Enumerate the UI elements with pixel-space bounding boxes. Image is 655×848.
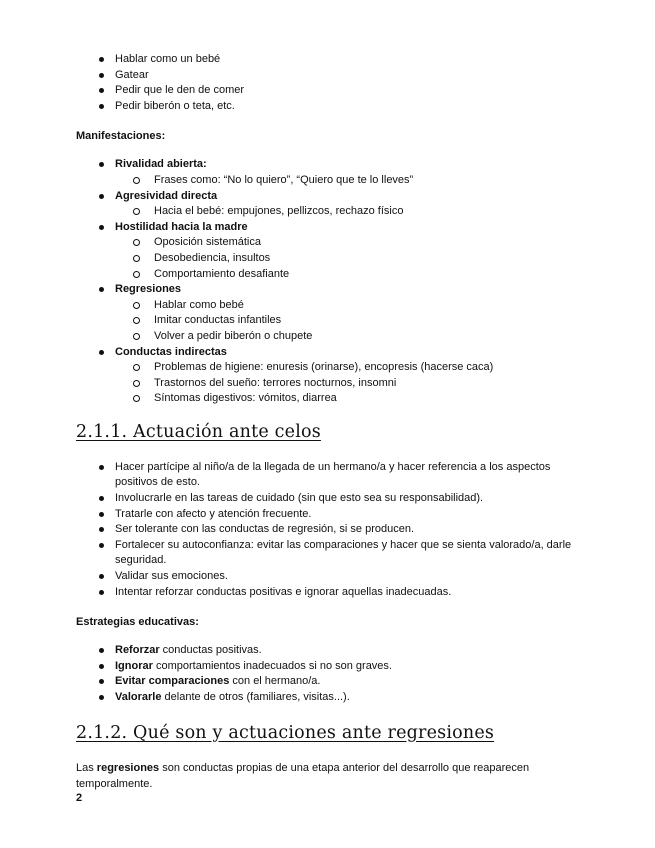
list-item — [76, 643, 596, 659]
list-item: Hablar como un bebé — [76, 52, 596, 68]
list-item: Fortalecer su autoconfianza: evitar las comparaciones y hacer que se sienta valorado/a, darle seguridad. — [76, 538, 596, 569]
sub-list — [115, 173, 596, 189]
list-item: Ser tolerante con las conductas de regresión, si se producen. — [76, 522, 596, 538]
item-bold: Evitar comparaciones — [115, 675, 230, 688]
estrategias-list — [76, 643, 596, 705]
sub-item: Síntomas digestivos: vómitos, diarrea — [115, 391, 596, 407]
page-number: 2 — [76, 791, 83, 804]
item-text: delante de otros (familiares, visitas...). — [161, 691, 350, 703]
sub-item: Frases como: “No lo quiero”, “Quiero que te lo lleves” — [115, 173, 596, 189]
item-text: comportamientos inadecuados si no son graves. — [152, 659, 392, 672]
sub-list — [115, 360, 596, 407]
section-heading-actuacion-celos: 2.1.1. Actuación ante celos — [76, 421, 321, 442]
item-title: Conductas indirectas — [115, 345, 227, 358]
list-item: Gatear — [76, 68, 596, 84]
list-item — [76, 345, 596, 407]
sub-item: Comportamiento desafiante — [115, 267, 596, 283]
regresiones-paragraph — [76, 760, 596, 792]
item-bold: Reforzar — [115, 644, 160, 657]
sub-item: Oposición sistemática — [115, 235, 596, 251]
sub-list — [115, 298, 596, 345]
sub-item: Desobediencia, insultos — [115, 251, 596, 267]
item-title: Rivalidad abierta: — [115, 158, 207, 171]
list-item — [76, 674, 596, 690]
actuacion-celos-list — [76, 460, 596, 600]
para-text: son conductas propias de una etapa anterior del desarrollo que reaparecen temporalmente. — [76, 761, 530, 790]
list-item: Validar sus emociones. — [76, 569, 596, 585]
list-item — [76, 282, 596, 344]
sub-list — [115, 235, 596, 282]
list-item: Involucrarle en las tareas de cuidado (sin que esto sea su responsabilidad). — [76, 491, 596, 507]
list-item — [76, 659, 596, 675]
document-page — [76, 52, 596, 804]
list-item: Pedir que le den de comer — [76, 83, 596, 99]
section-heading-regresiones: 2.1.2. Qué son y actuaciones ante regresiones — [76, 722, 495, 743]
item-title: Agresividad directa — [115, 189, 218, 202]
manifestaciones-list — [76, 157, 596, 407]
sub-item: Imitar conductas infantiles — [115, 313, 596, 329]
item-bold: Ignorar — [115, 659, 153, 672]
list-item: Pedir biberón o teta, etc. — [76, 99, 596, 115]
list-item — [76, 220, 596, 282]
para-text: Las — [76, 761, 97, 774]
list-item: Tratarle con afecto y atención frecuente. — [76, 507, 596, 523]
manifestaciones-label: Manifestaciones: — [76, 130, 166, 143]
item-text: con el hermano/a. — [229, 675, 321, 688]
list-item: Intentar reforzar conductas positivas e ignorar aquellas inadecuadas. — [76, 585, 596, 601]
item-text: conductas positivas. — [159, 644, 262, 657]
regression-examples-list — [76, 52, 596, 114]
sub-item: Hacia el bebé: empujones, pellizcos, rechazo físico — [115, 204, 596, 220]
list-item — [76, 690, 596, 706]
estrategias-label: Estrategias educativas: — [76, 616, 199, 629]
sub-item: Problemas de higiene: enuresis (orinarse), encopresis (hacerse caca) — [115, 360, 596, 376]
item-bold: Valorarle — [115, 691, 162, 703]
para-bold: regresiones — [96, 761, 160, 774]
sub-item: Hablar como bebé — [115, 298, 596, 314]
sub-item: Volver a pedir biberón o chupete — [115, 329, 596, 345]
list-item: Hacer partícipe al niño/a de la llegada de un hermano/a y hacer referencia a los aspectos positivos de esto. — [76, 460, 596, 491]
list-item — [76, 157, 596, 188]
list-item — [76, 189, 596, 220]
item-title: Hostilidad hacia la madre — [115, 220, 248, 233]
sub-list — [115, 204, 596, 220]
sub-item: Trastornos del sueño: terrores nocturnos, insomni — [115, 376, 596, 392]
item-title: Regresiones — [115, 283, 182, 296]
